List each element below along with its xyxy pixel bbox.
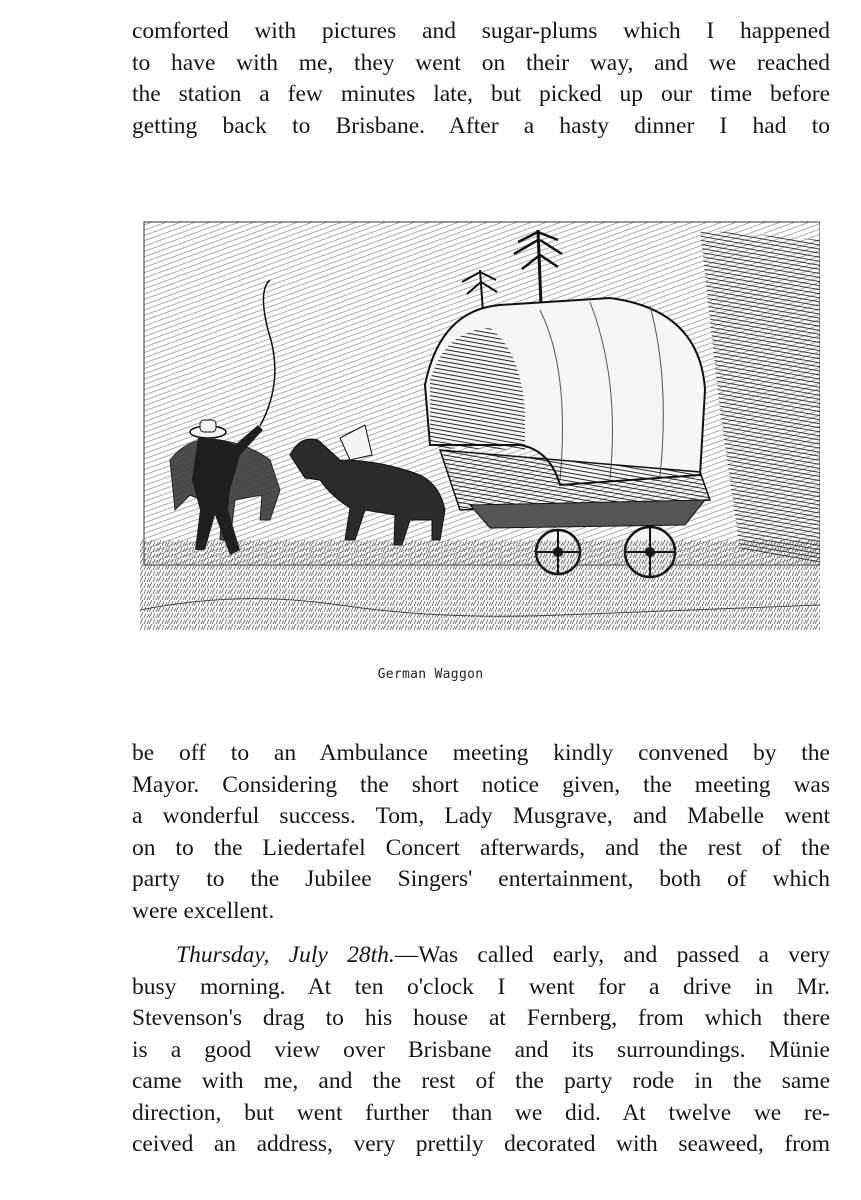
text-line: on to the Liedertafel Concert afterwards, and the rest of the <box>132 834 830 861</box>
text-line: is a good view over Brisbane and its surroundings. Münie <box>132 1036 830 1063</box>
text-line: a wonderful success. Tom, Lady Musgrave, and Mabelle went <box>132 803 830 829</box>
text-line: busy morning. At ten o'clock I went for a drive in Mr. <box>132 973 830 1000</box>
text-line: Mayor. Considering the short notice given, the meeting was <box>132 771 830 798</box>
german-waggon-illustration <box>140 210 820 655</box>
text-line: were excellent. <box>132 897 275 924</box>
text-line: be off to an Ambulance meeting kindly convened by the <box>132 740 830 766</box>
middle-paragraph <box>132 738 830 927</box>
top-paragraph <box>132 16 830 142</box>
text-line: getting back to Brisbane. After a hasty dinner I had to <box>132 112 830 139</box>
text-line: to have with me, they went on their way, and we reached <box>132 49 830 76</box>
text-line: direction, but went further than we did. At twelve we re- <box>132 1099 830 1126</box>
text-line: ceived an address, very prettily decorated with seaweed, from <box>132 1131 830 1157</box>
first-line-text: —Was called early, and passed a very <box>394 942 830 968</box>
text-line: came with me, and the rest of the party rode in the same <box>132 1068 830 1094</box>
text-line: the station a few minutes late, but picked up our time before <box>132 81 830 107</box>
date-heading: Thursday, July 28th. <box>176 942 395 968</box>
text-line: comforted with pictures and sugar-plums which I happened <box>132 18 830 44</box>
text-line: party to the Jubilee Singers' entertainment, both of which <box>132 866 830 892</box>
text-line: Stevenson's drag to his house at Fernberg, from which there <box>132 1005 830 1031</box>
bottom-paragraph <box>132 940 830 1161</box>
figure-caption: German Waggon <box>377 667 484 682</box>
text-line <box>132 940 830 972</box>
